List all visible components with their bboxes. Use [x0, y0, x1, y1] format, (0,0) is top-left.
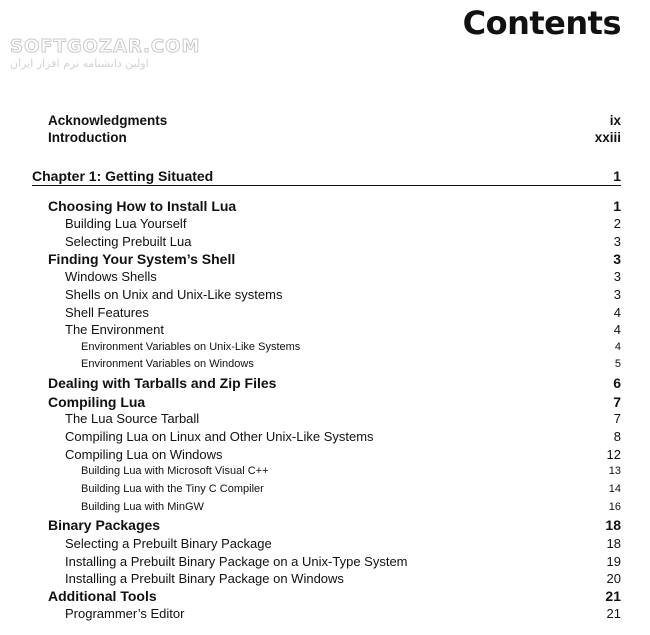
toc-label: Building Lua with the Tiny C Compiler	[81, 483, 264, 495]
toc-entry[interactable]	[48, 517, 621, 533]
toc-page: 2	[613, 216, 621, 231]
toc-label: Compiling Lua	[48, 394, 146, 410]
toc-entry[interactable]	[81, 465, 621, 477]
toc-entry[interactable]	[48, 588, 621, 604]
toc-label: Compiling Lua on Windows	[65, 447, 223, 462]
toc-label: Dealing with Tarballs and Zip Files	[48, 375, 277, 391]
toc-label: Building Lua with Microsoft Visual C++	[81, 465, 269, 477]
toc-page: 4	[613, 305, 621, 320]
toc-page: 13	[608, 465, 621, 477]
toc-label: Finding Your System’s Shell	[48, 251, 236, 267]
toc-entry[interactable]	[65, 554, 621, 569]
toc-page: 3	[613, 269, 621, 284]
toc-page: 19	[606, 554, 621, 569]
toc-page: 3	[613, 234, 621, 249]
toc-entry[interactable]	[81, 483, 621, 495]
toc-label: Building Lua with MinGW	[81, 501, 204, 513]
toc-front-acknowledgments[interactable]	[48, 113, 621, 128]
toc-page: 18	[605, 517, 621, 533]
toc-entry[interactable]	[65, 305, 621, 320]
toc-label: Installing a Prebuilt Binary Package on a Unix-Type System	[65, 554, 408, 569]
toc-label: Binary Packages	[48, 517, 161, 533]
toc-entry[interactable]	[65, 216, 621, 231]
toc-entry[interactable]	[48, 251, 621, 267]
toc-label: Shell Features	[65, 305, 149, 320]
toc-label: The Lua Source Tarball	[65, 411, 200, 426]
toc-entry[interactable]	[65, 234, 621, 249]
toc-entry[interactable]	[81, 358, 621, 370]
toc-entry[interactable]	[48, 198, 621, 214]
toc-front-introduction[interactable]	[48, 130, 621, 145]
toc-page: 12	[606, 447, 621, 462]
page-title: Contents	[462, 4, 621, 42]
toc-entry[interactable]	[65, 269, 621, 284]
toc-label: Additional Tools	[48, 588, 157, 604]
toc-entry[interactable]	[65, 606, 621, 621]
toc-page: 7	[613, 411, 621, 426]
toc-page: 16	[608, 501, 621, 513]
toc-entry[interactable]	[65, 287, 621, 302]
toc-label: Windows Shells	[65, 269, 157, 284]
toc-page: 20	[606, 571, 621, 586]
toc-label: Choosing How to Install Lua	[48, 198, 237, 214]
toc-entry[interactable]	[65, 447, 621, 462]
watermark	[10, 36, 220, 70]
chapter-label: Chapter 1: Getting Situated	[32, 168, 214, 184]
toc-page: xxiii	[594, 130, 621, 145]
toc-page: 6	[613, 375, 621, 391]
toc-entry[interactable]	[48, 394, 621, 410]
toc-page: 1	[613, 198, 621, 214]
toc-label: Introduction	[48, 130, 127, 145]
toc-chapter-1[interactable]	[32, 168, 621, 186]
toc-entry[interactable]	[65, 411, 621, 426]
toc-page: 4	[613, 322, 621, 337]
toc-entry[interactable]	[65, 536, 621, 551]
watermark-tagline: اولین دانشنامه نرم افزار ایران	[10, 57, 149, 70]
toc-entry[interactable]	[48, 375, 621, 391]
toc-label: Building Lua Yourself	[65, 216, 187, 231]
toc-page: ix	[609, 113, 621, 128]
toc-page: 5	[614, 358, 621, 370]
toc-label: Compiling Lua on Linux and Other Unix-Like Systems	[65, 429, 374, 444]
toc-label: Selecting Prebuilt Lua	[65, 234, 192, 249]
watermark-brand: SOFTGOZAR.COM	[10, 36, 201, 57]
toc-entry[interactable]	[81, 501, 621, 513]
toc-page: 14	[608, 483, 621, 495]
toc-label: Acknowledgments	[48, 113, 168, 128]
toc-page: 18	[606, 536, 621, 551]
toc-entry[interactable]	[65, 322, 621, 337]
toc-entry[interactable]	[65, 429, 621, 444]
toc-label: Selecting a Prebuilt Binary Package	[65, 536, 272, 551]
toc-label: Environment Variables on Unix-Like Systems	[81, 341, 301, 353]
chapter-page: 1	[613, 168, 621, 184]
toc-label: Programmer’s Editor	[65, 606, 185, 621]
toc-page: 3	[613, 287, 621, 302]
toc-page: 3	[613, 251, 621, 267]
toc-label: Shells on Unix and Unix-Like systems	[65, 287, 283, 302]
toc-entry[interactable]	[81, 341, 621, 353]
toc-page: 4	[614, 341, 621, 353]
toc-label: Environment Variables on Windows	[81, 358, 254, 370]
toc-page: 21	[605, 588, 621, 604]
toc-page: 7	[613, 394, 621, 410]
toc-page: 21	[606, 606, 621, 621]
toc-label: The Environment	[65, 322, 164, 337]
toc-label: Installing a Prebuilt Binary Package on Windows	[65, 571, 344, 586]
toc-page: 8	[613, 429, 621, 444]
toc-entry[interactable]	[65, 571, 621, 586]
